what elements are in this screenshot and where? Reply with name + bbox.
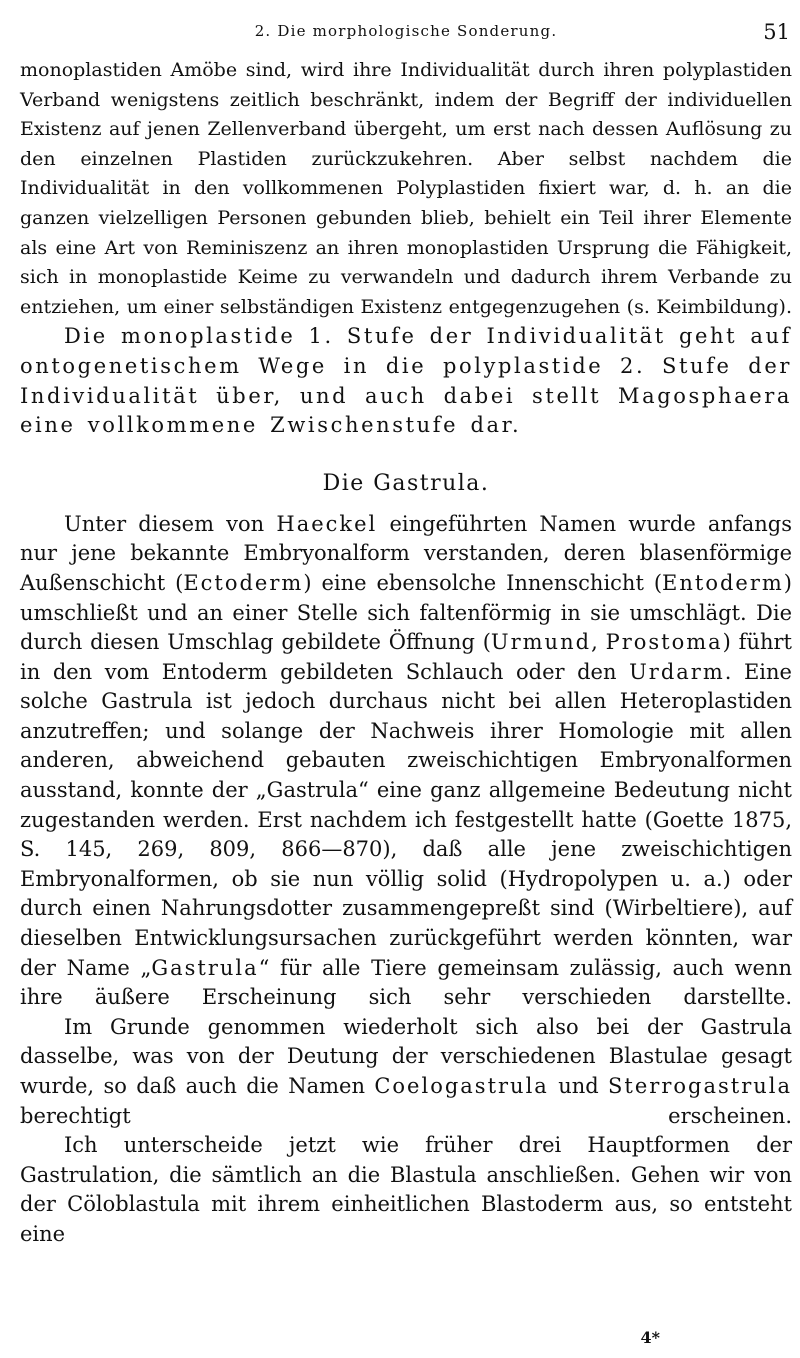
paragraph-stufen: Die monoplastide 1. Stufe der Individualität geht auf ontogenetischem Wege in die polyplastide 2. Stufe der Individualität über, und auch dabei stellt Magosphaera eine vollkommene Zwischenstufe dar. (20, 324, 792, 438)
text-run: eingeführten Namen wurde anfangs nur jene bekannte Embryonalform verstanden, deren blasenförmige Außenschicht ( (20, 511, 792, 595)
paragraph-hauptformen: Ich unterscheide jetzt wie früher drei Hauptformen der Gastrulation, die sämtlich an die Blastula anschließen. Gehen wir von der Cöloblastula mit ihrem einheitlichen Blastoderm aus, so entsteht eine (20, 1133, 792, 1246)
term-gastrula: Gastrula (151, 955, 259, 980)
running-head: 2. Die morphologische Sonderung. (254, 22, 558, 40)
paragraph-individualitaet: monoplastiden Amöbe sind, wird ihre Individualität durch ihren polyplastiden Verband wenigstens zeitlich beschränkt, indem der Begriff der individuellen Existenz auf jenen Zellenverband übergeht, um erst nach dessen Auflösung zu den einzelnen Plastiden zurückzukehren. Aber selbst nachdem die Individualität in den vollkommenen Polyplastiden fixiert war, d. h. an die ganzen vielzelligen Personen gebunden blieb, behielt ein Teil ihrer Elemente als eine Art von Reminiszenz an ihren monoplastiden Ursprung die Fähigkeit, sich in monoplastide Keime zu verwandeln und dadurch ihrem Verbande zu entziehen, um einer selbständigen Existenz entgegenzugehen (s. Keimbildung). (20, 59, 792, 318)
paragraph-gastrula (20, 510, 792, 1013)
term-entoderm: Entoderm (662, 570, 784, 595)
text-run: , (591, 630, 606, 655)
text-run: und (548, 1074, 609, 1098)
paragraph-grunde (20, 1013, 792, 1131)
term-urdarm: Urdarm (629, 659, 725, 684)
term-sterrogastrula: Sterrogastrula (608, 1074, 792, 1098)
term-ectoderm: Ectoderm (183, 570, 304, 595)
text-run: Unter diesem von (64, 511, 277, 536)
page-header (20, 14, 792, 56)
page-number: 51 (763, 20, 790, 44)
term-coelogastrula: Coelogastrula (374, 1074, 549, 1098)
term-prostoma: Prostoma (605, 630, 723, 655)
text-run: berechtigt erscheinen. (20, 1103, 792, 1128)
text-run: ) umschließt und an einer Stelle sich faltenförmig in sie umschlägt. Die durch diesen Umschlag gebildete Öffnung ( (20, 570, 792, 655)
text-run: ) führt in den vom Entoderm gebildeten Schlauch oder den (20, 630, 792, 684)
text-run: Im Grunde genommen wiederholt sich also bei der Gastrula dasselbe, was von der Deutung der verschiedenen Blastulae gesagt wurde, so daß auch die Namen (20, 1014, 792, 1098)
signature-mark: 4* (640, 1328, 660, 1347)
text-run: . Eine solche Gastrula ist jedoch durchaus nicht bei allen Heteroplastiden anzutreffen; und solange der Nachweis ihrer Homologie mit allen anderen, abweichend gebauten zweischichtigen Embryonalformen ausstand, konnte der „Gastrula“ eine ganz allgemeine Bedeutung nicht zugestanden werden. Erst nachdem ich festgestellt hatte (Goette 1875, S. 145, 269, 809, 866—870), daß alle jene zweischichtigen Embryonalformen, ob sie nun völlig solid (Hydropolypen u. a.) oder durch einen Nahrungsdotter zusammengepreßt sind (Wirbeltiere), auf dieselben Entwicklungsursachen zurückgeführt werden könnten, war der Name „ (20, 659, 792, 980)
text-run: “ für alle Tiere gemeinsam zulässig, auch wenn ihre äußere Erscheinung sich sehr verschieden darstellte. (20, 955, 792, 1010)
term-urmund: Urmund (490, 630, 592, 655)
author-name: Haeckel (276, 511, 378, 536)
page (20, 14, 792, 1250)
section-title: Die Gastrula. (322, 470, 490, 496)
text-run: ) eine ebensolche Innenschicht ( (303, 570, 663, 595)
